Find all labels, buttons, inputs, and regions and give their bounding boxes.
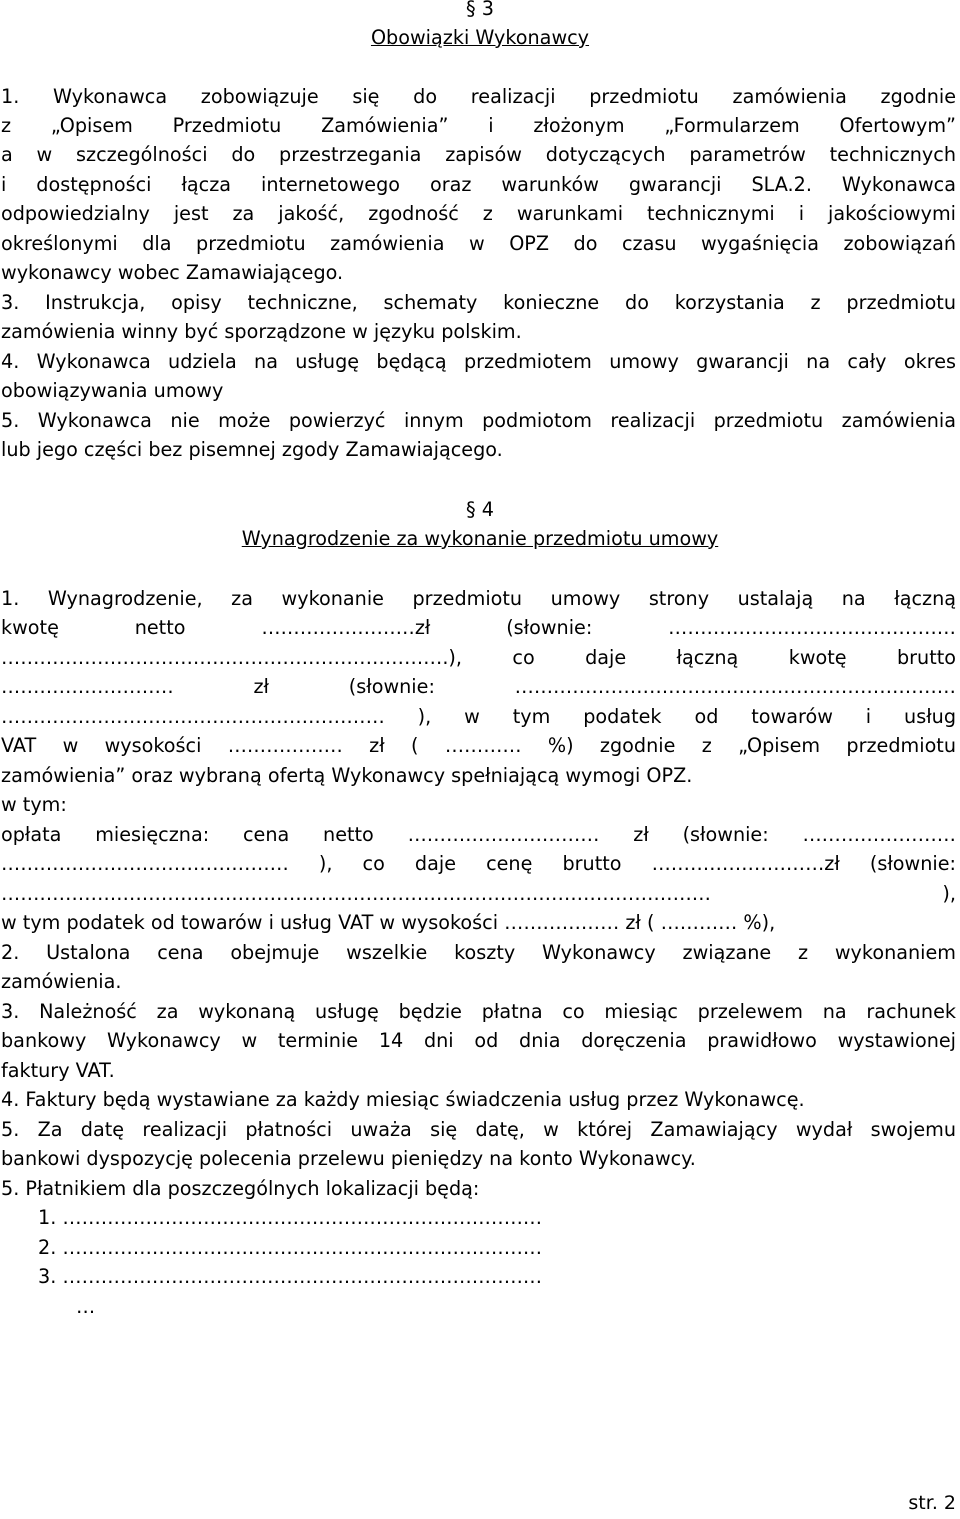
section-4-line: kwotę netto ……………………zł (słownie: ……………………………………… <box>1 616 956 639</box>
section-4-line: ………………………………………………………………………………………………… ), <box>1 882 956 905</box>
page-number: str. 2 <box>908 1492 956 1514</box>
section-4-title: Wynagrodzenie za wykonanie przedmiotu umowy <box>241 527 719 550</box>
section-4-line: …………………………………………………… ), w tym podatek od towarów i usług <box>1 705 956 728</box>
list-item: … <box>76 1295 96 1318</box>
section-3-line: zamówienia winny być sporządzone w języku polskim. <box>1 320 522 343</box>
section-3-line: odpowiedzialny jest za jakość, zgodność z warunkami technicznymi i jakościowymi <box>1 202 956 225</box>
section-4-line: zamówienia” oraz wybraną ofertą Wykonawcy spełniającą wymogi OPZ. <box>1 764 693 787</box>
section-4-line: ……………………………………… ), co daje cenę brutto ………………………zł (słownie: <box>1 852 956 875</box>
section-4-line: 3. Należność za wykonaną usługę będzie płatna co miesiąc przelewem na rachunek <box>1 1000 956 1023</box>
list-item: 3. ………………………………………………………………… <box>38 1265 543 1288</box>
list-item: 2. ………………………………………………………………… <box>38 1236 543 1259</box>
section-4-line: 2. Ustalona cena obejmuje wszelkie koszty Wykonawcy związane z wykonaniem <box>1 941 956 964</box>
section-3-line: a w szczególności do przestrzegania zapisów dotyczących parametrów technicznych <box>1 143 956 166</box>
section-4-line: bankowy Wykonawcy w terminie 14 dni od dnia doręczenia prawidłowo wystawionej <box>1 1029 956 1052</box>
section-4-line: VAT w wysokości ……………… zł ( ………… %) zgodnie z „Opisem przedmiotu <box>1 734 956 757</box>
section-4-line: opłata miesięczna: cena netto ………………………… zł (słownie: …………………… <box>1 823 956 846</box>
section-4-line: zamówienia. <box>1 970 122 993</box>
section-3-line: 5. Wykonawca nie może powierzyć innym podmiotom realizacji przedmiotu zamówienia <box>1 409 956 432</box>
section-4-line: 5. Płatnikiem dla poszczególnych lokalizacji będą: <box>1 1177 480 1200</box>
section-4-line: faktury VAT. <box>1 1059 115 1082</box>
section-3-symbol: § 3 <box>466 0 494 20</box>
section-4-line: 1. Wynagrodzenie, za wykonanie przedmiotu umowy strony ustalają na łączną <box>1 587 956 610</box>
section-3-title: Obowiązki Wykonawcy <box>370 26 590 49</box>
section-4-line: w tym: <box>1 793 67 816</box>
section-4-line: bankowi dyspozycję polecenia przelewu pieniędzy na konto Wykonawcy. <box>1 1147 696 1170</box>
section-3-line: z „Opisem Przedmiotu Zamówienia” i złożonym „Formularzem Ofertowym” <box>1 114 956 137</box>
section-3-line: i dostępności łącza internetowego oraz warunków gwarancji SLA.2. Wykonawca <box>1 173 956 196</box>
section-4-symbol: § 4 <box>466 498 494 521</box>
section-3-line: wykonawcy wobec Zamawiającego. <box>1 261 344 284</box>
section-3-line: 4. Wykonawca udziela na usługę będącą przedmiotem umowy gwarancji na cały okres <box>1 350 956 373</box>
section-4-line: 5. Za datę realizacji płatności uważa się datę, w której Zamawiający wydał swojemu <box>1 1118 956 1141</box>
section-3-line: 3. Instrukcja, opisy techniczne, schematy konieczne do korzystania z przedmiotu <box>1 291 956 314</box>
section-3-line: 1. Wykonawca zobowiązuje się do realizacji przedmiotu zamówienia zgodnie <box>1 85 956 108</box>
section-4-line: …………………………………………………………….), co daje łączną kwotę brutto <box>1 646 956 669</box>
section-4-line: w tym podatek od towarów i usług VAT w wysokości ……………… zł ( ………… %), <box>1 911 776 934</box>
section-3-line: obowiązywania umowy <box>1 379 224 402</box>
section-4-line: 4. Faktury będą wystawiane za każdy miesiąc świadczenia usług przez Wykonawcę. <box>1 1088 805 1111</box>
list-item: 1. ………………………………………………………………… <box>38 1206 543 1229</box>
section-3-line: lub jego części bez pisemnej zgody Zamawiającego. <box>1 438 503 461</box>
section-3-line: określonymi dla przedmiotu zamówienia w OPZ do czasu wygaśnięcia zobowiązań <box>1 232 956 255</box>
section-4-line: ……………………… zł (słownie: …………………………………………………………… <box>1 675 956 698</box>
